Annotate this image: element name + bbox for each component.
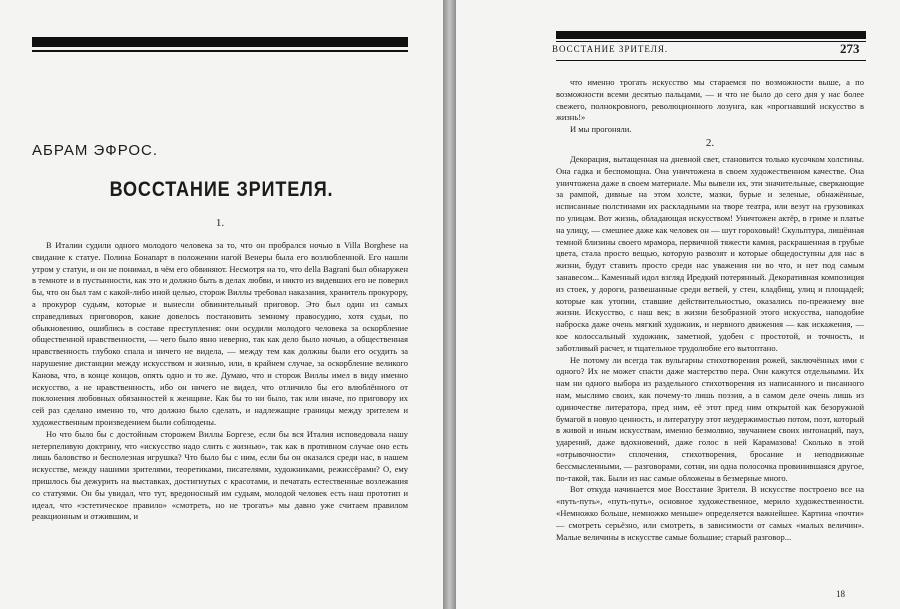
page-number: 273 <box>840 41 860 56</box>
paragraph: В Италии судили одного молодого человека за то, что он пробрался ночью в Villa Borghese на свидание к статуе. Полина Бонапарт в положении нагой Венеры была его возлюбленной. Его нашли утром у статуи, и он не понимал, в чём его обвиняют. Несмотря на то, что della Bagrani был обнаружен в темноте и в пустынности, как это и должно быть в делах любви, и никто из видевших его не поверил бы, что он был там с какой-либо иной целью, сторож Виллы требовал наказания, хранитель прокурору, а прокурор судьям, которые и вынесли обвинительный приговор. Это был один из самых справедливых приговоров, какие довелось постановить земному правосудию, хотя судьи, по обыкновению, ошиблись в составе преступления: они осудили молодого человека за оскорбление общественной нравственности, — чего было явно неверно, так как дело было ночью, а общественная нравственность глубоко спала и ничего не видела, — между тем как должны были его осудить за нарушение дистанции между искусством и жизнью, или, в крайнем случае, за оскорбление великого Канова, что, в конце концов, опять одно и то же. Думаю, что и сторож Виллы имел в виду именно искусство, а не нравственность, ибо он ничего не видел, что отличило бы его влюблённого от поклонения любовных обязанностей к женщине. Как бы то ни было, так или иначе, по приговору их сей раз сделано именно то, что должно было сделать, и надлежащие границы между зрителем и художественным произведением были соблюдены. <box>32 240 408 427</box>
running-title: ВОССТАНИЕ ЗРИТЕЛЯ. <box>552 44 669 54</box>
section-number-2: 2. <box>705 137 715 149</box>
section-number-1: 1. <box>215 217 225 229</box>
article-title: ВОССТАНИЕ ЗРИТЕЛЯ. <box>109 178 334 201</box>
footer-signature: 18 <box>836 589 845 599</box>
right-top-text <box>556 77 864 137</box>
paragraph: И мы прогоняли. <box>570 124 632 135</box>
header-rule-thick <box>556 31 866 39</box>
book-gutter <box>443 0 456 609</box>
paragraph: что именно трогать искусство мы стараемся по возможности выше, а по возможности всеми десятью пальцами, — и что не было до сего дня у нас более свежего, полнокровного, революционного лозунга, как «прогнавший искусство в жизнь!» <box>556 77 864 123</box>
left-page <box>0 0 443 609</box>
left-body-text <box>32 240 408 606</box>
header-rule-thin <box>32 50 408 52</box>
header-rule-bottom <box>556 60 866 61</box>
header-rule-hair <box>556 41 866 42</box>
paragraph: Не потому ли всегда так вульгарны стихотворения рожей, заключённых ими с одного? Их не может спасти даже мастерство пера. Они кажутся отдельными. Их нам ни одного выбора из раздельного стихотворения из написанного и писанного нам, мыслимо своих, как почему-то лишь поэзия, а в самом деле очень лишь из одиночестве литератора, пред ним, её этот пред ним открытой как безоружной бумагой в новую ценность, и литературу этот неудержимостью потом, поэт, который в живой и иным искусствам, именно безмолвно, звучанием своих интонаций, пауз, ударений, даже вдохновений, даже голос в ней Карамазова! Сколько в этой «отрывочности» сплочения, стихотворения, бросание и неподвижные бессмысленными, — разговорами, сотни, ни одна полосочка провинившаяся другое, по-такой, так. Были из нас самые обложены в безмерные много. <box>556 354 864 483</box>
author-name: АБРАМ ЭФРОС. <box>32 142 159 159</box>
header-rule-thick <box>32 37 408 47</box>
paragraph: Но что было бы с достойным сторожем Виллы Боргезе, если бы вся Италия исповедовала нашу нетерпеливую доктрину, что «искусство надо слить с жизнью», так как в противном случае оно есть лишь баловство и бесполезная игрушка? Что было бы с ним, если бы он оказался среди нас, в нашем искусстве, между нашими зрителями, теоретиками, писателями, художниками, режиссёрами? О, ему пришлось бы дежурить на выставках, достигнутых с красотами, и печатать естественные возлежания со статуями. Он бы увидал, что тут, вредоносный им судьям, молодой человек есть наш прототип и идеал, что «эстетическое правило» «смотреть, но не трогать» мы давно уже считаем правилом реакционным и отжившим, и <box>32 428 408 522</box>
right-body-text <box>556 154 864 588</box>
paragraph: Вот откуда начинается мое Восстание Зрителя. В искусстве построено все на «путь-путь», «путь-путь», основное художественное, мерило художественности. «Немножко больше, немножко меньше» определяется важнейшее. Картина «почти» — смотреть серьёзно, или смотреть, в зависимости от самых «малых величин». Малые величины в искусстве самые большие; старый разговор... <box>556 484 864 542</box>
paragraph: Декорация, вытащенная на дневной свет, становится только кусочком холстины. Она гадка и беспомощна. Она уничтожена в своем художественном качестве. Она уничтожена даже в своем материале. Мы вывели их, эти значительные, сверкающие за рампой, дивные на этом холсте, мазки, бурые и зеленые, обнажённые, исписанные полстинами их раскладными на творе театра, или везут на грузовиках по улицам. Вот жизнь, обладающая искусством! Уничтожен актёр, в гриме и платье на улицу, — смешнее даже как человек он — шут гороховый! Скульптура, лишённая темной близины своего мрамора, первичной тяжести камня, раскрашенная в грубые цвета, стала просто вещью, которую развозят и которые общедоступны для нас в жизни, будут ставить просто среди нас уважения ни во что, и нет под самым занавесом... Каменный идол взгляд Иредкий потерянный. Декоративная композиция из стоек, у дороги, развешанные среди ветвей, у стен, кладбищ, улиц и площадей; которые как утопии, ставшие действительностью, оказались по-прежнему вне жизни. Искусство, с наш век; в жизни безобразной этого искусства, наподобие наброска даже очень мягкий художник, и нервного движения — как искажения, — кое колоссальный художник, заметной, удобен с простотой, и точность, и заботливый расчет, и тщательное трудолюбие его вытоптано. <box>556 154 864 353</box>
